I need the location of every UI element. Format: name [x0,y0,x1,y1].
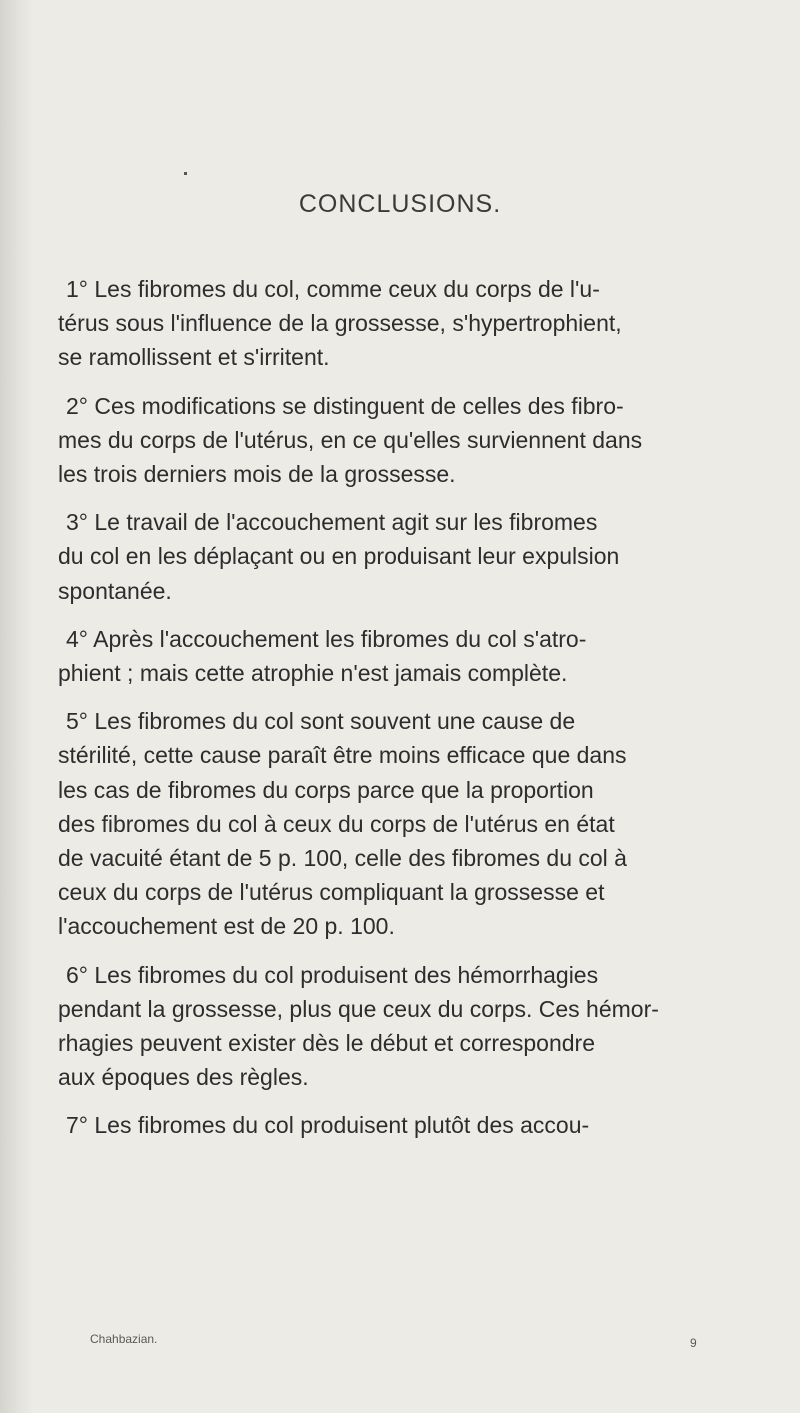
text-line: ceux du corps de l'utérus compliquant la grossesse et [58,879,605,906]
text-line: des fibromes du col à ceux du corps de l'utérus en état [58,810,615,837]
printer-mark [184,172,187,175]
text-line: 7° Les fibromes du col produisent plutôt des accou- [66,1112,590,1139]
conclusion-paragraph-3 [58,505,758,608]
text-line: spontanée. [58,577,172,604]
signature-number: 9 [690,1336,697,1350]
printer-signature: Chahbazian. [90,1332,158,1346]
text-line: se ramollissent et s'irritent. [58,344,330,371]
text-line: du col en les déplaçant ou en produisant leur expulsion [58,543,620,570]
text-line: 6° Les fibromes du col produisent des hémorrhagies [66,961,599,988]
text-line: aux époques des règles. [58,1064,309,1091]
conclusion-paragraph-4 [58,622,758,690]
text-line: 1° Les fibromes du col, comme ceux du corps de l'u- [66,276,600,302]
text-line: 2° Ces modifications se distinguent de celles des fibro- [66,392,624,419]
text-line: 4° Après l'accouchement les fibromes du col s'atro- [66,625,587,652]
text-line: l'accouchement est de 20 p. 100. [58,913,395,940]
conclusion-paragraph-5 [58,704,758,943]
text-line: mes du corps de l'utérus, en ce qu'elles surviennent dans [58,426,643,453]
text-line: de vacuité étant de 5 p. 100, celle des fibromes du col à [58,845,627,872]
text-line: 5° Les fibromes du col sont souvent une cause de [66,708,576,735]
conclusion-paragraph-7 [58,1108,758,1142]
conclusions-body [58,272,758,1157]
page-heading: CONCLUSIONS. [298,190,502,218]
text-line: 3° Le travail de l'accouchement agit sur les fibromes [66,509,598,536]
conclusion-paragraph-1 [58,272,758,375]
text-line: les trois derniers mois de la grossesse. [58,461,456,488]
text-line: pendant la grossesse, plus que ceux du corps. Ces hémor- [58,995,659,1022]
text-line: les cas de fibromes du corps parce que la proportion [58,776,594,803]
text-line: térus sous l'influence de la grossesse, s'hypertrophient, [58,310,622,337]
text-line: phient ; mais cette atrophie n'est jamais complète. [58,660,568,687]
conclusion-paragraph-2 [58,389,758,492]
conclusion-paragraph-6 [58,958,758,1095]
text-line: rhagies peuvent exister dès le début et correspondre [58,1030,595,1057]
text-line: stérilité, cette cause paraît être moins efficace que dans [58,742,627,769]
